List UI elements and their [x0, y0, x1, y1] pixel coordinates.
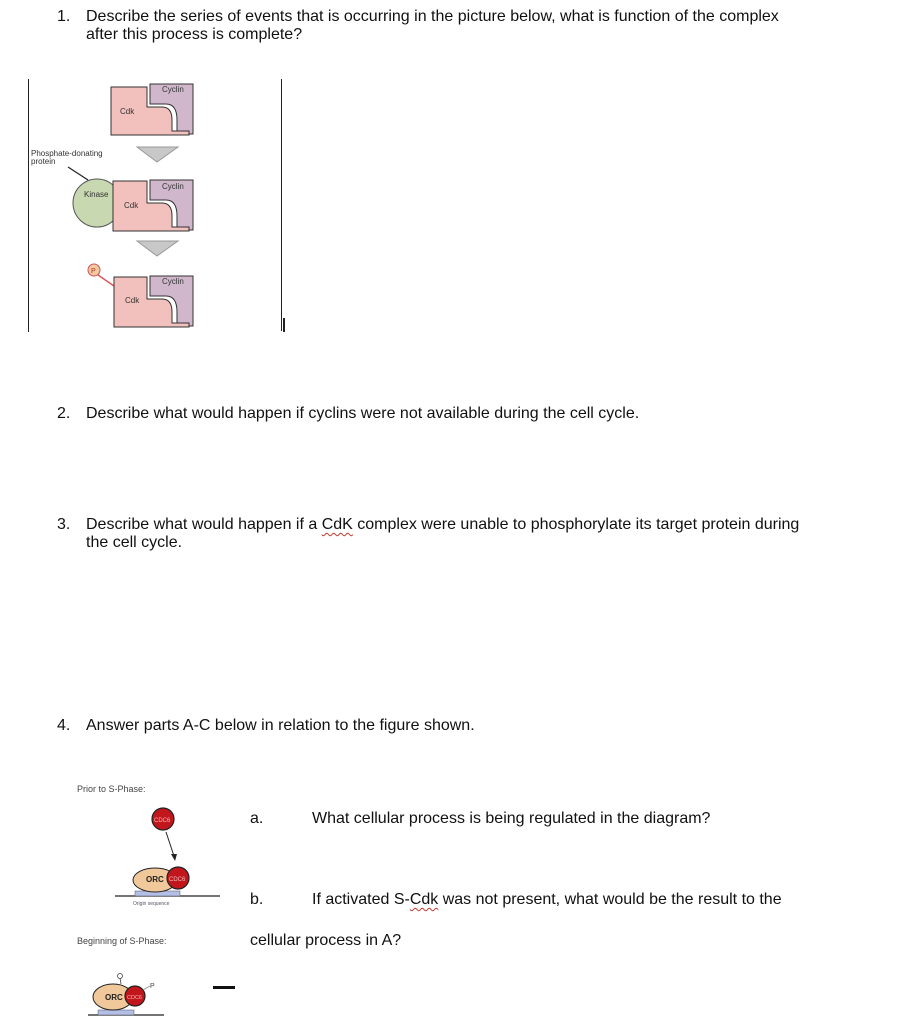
cdk-activation-figure: [0, 0, 300, 340]
part-b-text-start: If activated S-: [312, 891, 410, 908]
phosphate-donating-label-line1: Phosphate-donating: [31, 149, 103, 158]
phosphate-label: P: [91, 268, 96, 275]
question-4: [57, 717, 907, 735]
question-2-number: 2.: [57, 405, 71, 422]
kinase-label: Kinase: [84, 190, 109, 199]
question-3-text-line2: the cell cycle.: [86, 534, 183, 551]
svg-text:CDC6: CDC6: [169, 877, 186, 883]
released-phosphate-stem: [120, 978, 121, 984]
origin-sequence-2: [98, 1010, 134, 1015]
svg-text:CDC6: CDC6: [154, 818, 171, 824]
question-1-text-line2: after this process is complete?: [86, 26, 303, 43]
phosphate-bond: [98, 275, 114, 286]
complex-stage-3: [88, 264, 193, 327]
cdk-label: Cdk: [120, 107, 135, 116]
released-phosphate: [118, 974, 123, 979]
pointer-line: [68, 167, 88, 180]
binding-arrowhead: [171, 854, 177, 861]
question-1-text-line1: Describe the series of events that is occurring in the picture below, what is function of the complex: [86, 8, 779, 25]
prior-to-s-phase-label: Prior to S-Phase:: [77, 784, 146, 794]
question-2-text: Describe what would happen if cyclins were not available during the cell cycle.: [86, 405, 640, 422]
question-2: [57, 405, 907, 423]
part-b-text-end: was not present, what would be the result to the: [438, 891, 782, 908]
cyclin-label: Cyclin: [162, 85, 184, 94]
cdc6-bound: [167, 867, 189, 889]
question-4-text: Answer parts A-C below in relation to the figure shown.: [86, 717, 475, 734]
question-1-number: 1.: [57, 8, 71, 25]
part-b-text: [312, 891, 782, 909]
part-a-label: a.: [250, 810, 264, 827]
cdc6-phosphorylated: [125, 986, 145, 1006]
phosphate-label-2: P: [150, 983, 155, 990]
question-3: [57, 516, 907, 552]
down-arrow-2: [137, 241, 178, 256]
complex-stage-2: [73, 179, 193, 231]
spellcheck-flagged-word[interactable]: CdK: [321, 516, 353, 533]
down-arrow-1: [137, 147, 178, 162]
dash-mark: [213, 986, 235, 989]
cdk-label: Cdk: [125, 296, 140, 305]
question-3-number: 3.: [57, 516, 71, 533]
cyclin-label: Cyclin: [162, 277, 184, 286]
question-4-number: 4.: [57, 717, 71, 734]
question-3-text-end: complex were unable to phosphorylate its target protein during: [352, 516, 800, 533]
binding-arrow: [166, 832, 174, 856]
part-b-text-line2: cellular process in A?: [250, 932, 402, 949]
cyclin-label: Cyclin: [162, 182, 184, 191]
phosphate-link: [143, 986, 150, 990]
cdk-label: Cdk: [124, 201, 139, 210]
orc-label-2: ORC: [105, 993, 123, 1002]
cdc6-free: [152, 808, 174, 830]
orc-label: ORC: [146, 875, 164, 884]
question-3-text-start: Describe what would happen if a: [86, 516, 322, 533]
origin-sequence-label: Origin sequence: [133, 901, 170, 907]
question-3-text-line1: [57, 516, 907, 534]
phosphate-donating-label-line2: protein: [31, 157, 56, 166]
svg-text:CDC6: CDC6: [127, 995, 142, 1001]
part-a-text: What cellular process is being regulated in the diagram?: [312, 810, 711, 827]
complex-stage-1: [111, 84, 193, 135]
part-b-label: b.: [250, 891, 264, 908]
beginning-of-s-phase-label: Beginning of S-Phase:: [77, 936, 167, 946]
spellcheck-flagged-word-2[interactable]: Cdk: [409, 891, 439, 908]
